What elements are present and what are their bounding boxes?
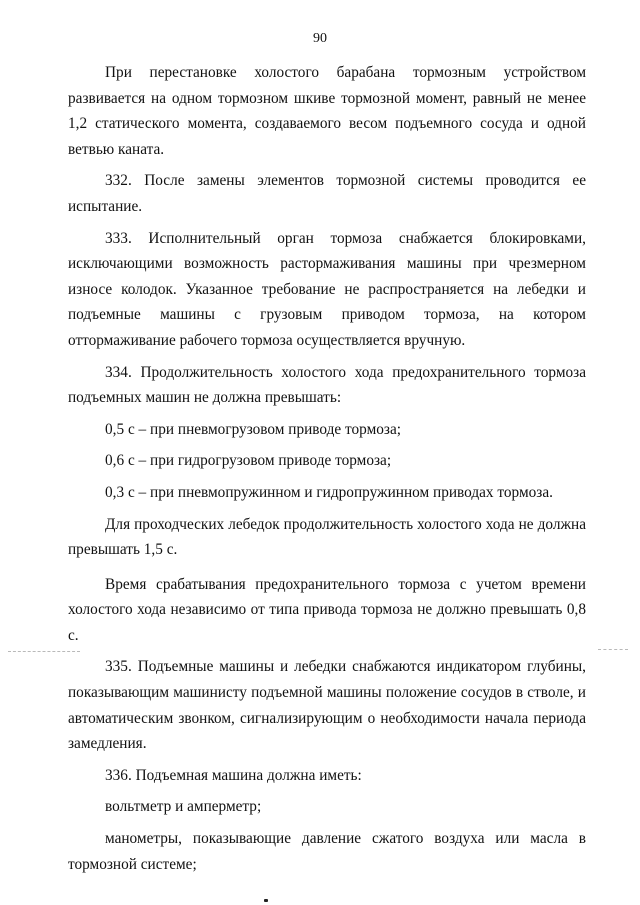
- list-item-voltmeter: вольтметр и амперметр;: [105, 798, 262, 816]
- scan-artifact-left-line: [8, 651, 80, 652]
- paragraph-333: 333. Исполнительный орган тормоза снабжается блокировками, исключающими возможность растормаживания машины при чрезмерном износе колодок. Указанное требование не распространяется на лебедки и подъемные машины с грузовым приводом тормоза, на котором оттормаживание рабочего тормоза осуществляется вручную.: [68, 229, 586, 349]
- paragraph-334: 334. Продолжительность холостого хода предохранительного тормоза подъемных машин не должна превышать:: [68, 363, 586, 407]
- list-item-spring-drives: 0,3 с – при пневмопружинном и гидропружинном приводах тормоза.: [105, 483, 553, 501]
- paragraph-335: 335. Подъемные машины и лебедки снабжаются индикатором глубины, показывающим машинисту подъемной машины положение сосудов в стволе, и автоматическим звонком, сигнализирующим о необходимости начала периода замедления.: [68, 658, 586, 753]
- list-item-pneumatic-weight: 0,5 с – при пневмогрузовом приводе тормоза;: [105, 420, 401, 438]
- paragraph-response-time: Время срабатывания предохранительного тормоза с учетом времени холостого хода независимо от типа привода тормоза не должно превышать 0,8 с.: [68, 575, 586, 644]
- scan-artifact-right-line: [598, 649, 628, 650]
- list-item-hydraulic-weight: 0,6 с – при гидрогрузовом приводе тормоза;: [105, 452, 392, 470]
- scan-artifact-bottom-dot: [264, 899, 268, 902]
- paragraph-332: 332. После замены элементов тормозной системы проводится ее испытание.: [68, 172, 586, 215]
- paragraph-sinking-winches: Для проходческих лебедок продолжительность холостого хода не должна превышать 1,5 с.: [68, 515, 586, 559]
- document-body: [68, 60, 586, 883]
- list-item-manometers: манометры, показывающие давление сжатого воздуха или масла в тормозной системе;: [68, 830, 586, 873]
- page-number: 90: [313, 31, 327, 46]
- paragraph-brake-torque: При перестановке холостого барабана тормозным устройством развивается на одном тормозном шкиве тормозной момент, равный не менее 1,2 статического момента, создаваемого весом подъемного сосуда и одной ветвью каната.: [68, 64, 586, 158]
- paragraph-336: 336. Подъемная машина должна иметь:: [105, 766, 362, 784]
